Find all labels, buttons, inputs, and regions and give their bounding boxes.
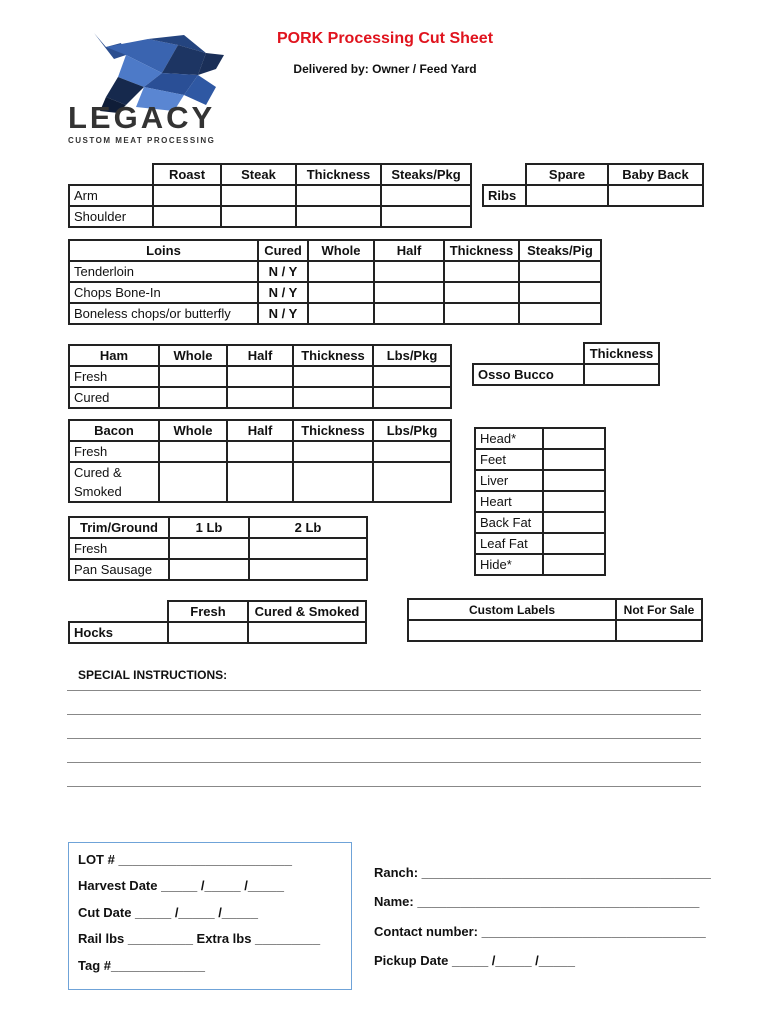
input-cell[interactable] [248,622,366,643]
col-header: Bacon [69,420,159,441]
tag-field[interactable]: Tag #_____________ [78,958,205,973]
input-cell[interactable] [381,185,471,206]
input-cell[interactable] [381,206,471,227]
input-cell[interactable] [374,303,444,324]
input-cell[interactable] [374,261,444,282]
input-cell[interactable] [519,261,601,282]
input-cell[interactable] [249,559,367,580]
input-cell[interactable] [373,387,451,408]
brand-name: LEGACY [68,100,216,135]
cut-date-field[interactable]: Cut Date _____ /_____ /_____ [78,905,258,920]
cured-toggle[interactable]: N / Y [258,303,308,324]
input-cell[interactable] [221,185,296,206]
instruction-line[interactable] [67,786,701,787]
input-cell[interactable] [444,282,519,303]
instruction-line[interactable] [67,714,701,715]
harvest-date-field[interactable]: Harvest Date _____ /_____ /_____ [78,878,284,893]
input-cell[interactable] [373,462,451,502]
col-header: Thickness [296,164,381,185]
input-cell[interactable] [153,206,221,227]
col-header: Steaks/Pig [519,240,601,261]
row-label: Tenderloin [69,261,258,282]
col-header: Cured & Smoked [248,601,366,622]
shoulder-table [68,163,472,228]
ham-table [68,344,452,409]
row-label-line: Cured & [74,465,122,480]
col-header: Ham [69,345,159,366]
input-cell[interactable] [444,261,519,282]
row-label: Head* [475,428,543,449]
input-cell[interactable] [153,185,221,206]
col-header: Lbs/Pkg [373,345,451,366]
input-cell[interactable] [543,428,605,449]
input-cell[interactable] [293,441,373,462]
lot-info-box [68,842,352,990]
row-label: Shoulder [69,206,153,227]
input-cell[interactable] [221,206,296,227]
osso-bucco-table [472,342,660,386]
contact-number-field[interactable]: Contact number: _______________________________ [374,924,706,939]
col-header: Thickness [293,420,373,441]
col-header: Custom Labels [408,599,616,620]
input-cell[interactable] [444,303,519,324]
page-title: PORK Processing Cut Sheet [276,30,494,47]
offal-table [474,427,606,576]
loins-table [68,239,602,325]
row-label-line: Smoked [74,484,122,499]
input-cell[interactable] [519,282,601,303]
input-cell[interactable] [227,441,293,462]
col-header: Not For Sale [616,599,702,620]
row-label: Osso Bucco [473,364,584,385]
input-cell[interactable] [543,554,605,575]
col-header: Thickness [584,343,659,364]
input-cell[interactable] [543,533,605,554]
row-label: Leaf Fat [475,533,543,554]
input-cell[interactable] [519,303,601,324]
col-header: 1 Lb [169,517,249,538]
col-header: Lbs/Pkg [373,420,451,441]
instruction-line[interactable] [67,690,701,691]
input-cell[interactable] [293,462,373,502]
col-header: Whole [159,420,227,441]
row-label: Heart [475,491,543,512]
input-cell[interactable] [408,620,616,641]
rail-extra-lbs-field[interactable]: Rail lbs _________ Extra lbs _________ [78,931,321,946]
col-header: Whole [159,345,227,366]
input-cell[interactable] [159,441,227,462]
row-label: Fresh [69,441,159,462]
lot-field[interactable]: LOT # ________________________ [78,852,292,867]
input-cell[interactable] [374,282,444,303]
input-cell[interactable] [293,366,373,387]
input-cell[interactable] [308,303,374,324]
col-header: Thickness [444,240,519,261]
col-header: Roast [153,164,221,185]
delivered-by: Delivered by: Owner / Feed Yard [293,62,477,76]
pickup-date-field[interactable]: Pickup Date _____ /_____ /_____ [374,953,575,968]
input-cell[interactable] [543,491,605,512]
input-cell[interactable] [227,387,293,408]
instruction-line[interactable] [67,762,701,763]
row-label: Arm [69,185,153,206]
brand-tagline: CUSTOM MEAT PROCESSING [68,136,216,145]
labels-table [407,598,703,642]
row-label: Liver [475,470,543,491]
input-cell[interactable] [159,366,227,387]
ribs-table [482,163,704,207]
special-instructions-label: SPECIAL INSTRUCTIONS: [78,668,228,682]
input-cell[interactable] [543,512,605,533]
input-cell[interactable] [168,622,248,643]
row-label [69,462,159,502]
input-cell[interactable] [608,185,703,206]
col-header: Baby Back [608,164,703,185]
ranch-field[interactable]: Ranch: ________________________________________ [374,865,711,880]
row-label: Boneless chops/or butterfly [69,303,258,324]
col-header: Cured [258,240,308,261]
input-cell[interactable] [543,449,605,470]
col-header: 2 Lb [249,517,367,538]
input-cell[interactable] [296,185,381,206]
col-header: Fresh [168,601,248,622]
input-cell[interactable] [227,366,293,387]
input-cell[interactable] [296,206,381,227]
input-cell[interactable] [543,470,605,491]
row-label: Fresh [69,366,159,387]
cured-toggle[interactable]: N / Y [258,282,308,303]
col-header: Whole [308,240,374,261]
hocks-table [68,600,367,644]
col-header: Steaks/Pkg [381,164,471,185]
input-cell[interactable] [373,366,451,387]
input-cell[interactable] [308,261,374,282]
row-label: Ribs [483,185,526,206]
col-header: Spare [526,164,608,185]
cured-toggle[interactable]: N / Y [258,261,308,282]
input-cell[interactable] [169,559,249,580]
row-label: Fresh [69,538,169,559]
input-cell[interactable] [159,387,227,408]
input-cell[interactable] [293,387,373,408]
col-header: Half [227,420,293,441]
row-label: Feet [475,449,543,470]
bacon-table [68,419,452,503]
row-label: Hide* [475,554,543,575]
name-field[interactable]: Name: _______________________________________ [374,894,700,909]
row-label: Hocks [69,622,168,643]
input-cell[interactable] [159,462,227,502]
input-cell[interactable] [373,441,451,462]
input-cell[interactable] [584,364,659,385]
row-label: Back Fat [475,512,543,533]
row-label: Cured [69,387,159,408]
row-label: Chops Bone-In [69,282,258,303]
input-cell[interactable] [169,538,249,559]
trim-ground-table [68,516,368,581]
col-header: Steak [221,164,296,185]
col-header: Loins [69,240,258,261]
col-header: Trim/Ground [69,517,169,538]
instruction-line[interactable] [67,738,701,739]
input-cell[interactable] [308,282,374,303]
col-header: Thickness [293,345,373,366]
input-cell[interactable] [616,620,702,641]
input-cell[interactable] [227,462,293,502]
input-cell[interactable] [249,538,367,559]
row-label: Pan Sausage [69,559,169,580]
col-header: Half [227,345,293,366]
input-cell[interactable] [526,185,608,206]
col-header: Half [374,240,444,261]
